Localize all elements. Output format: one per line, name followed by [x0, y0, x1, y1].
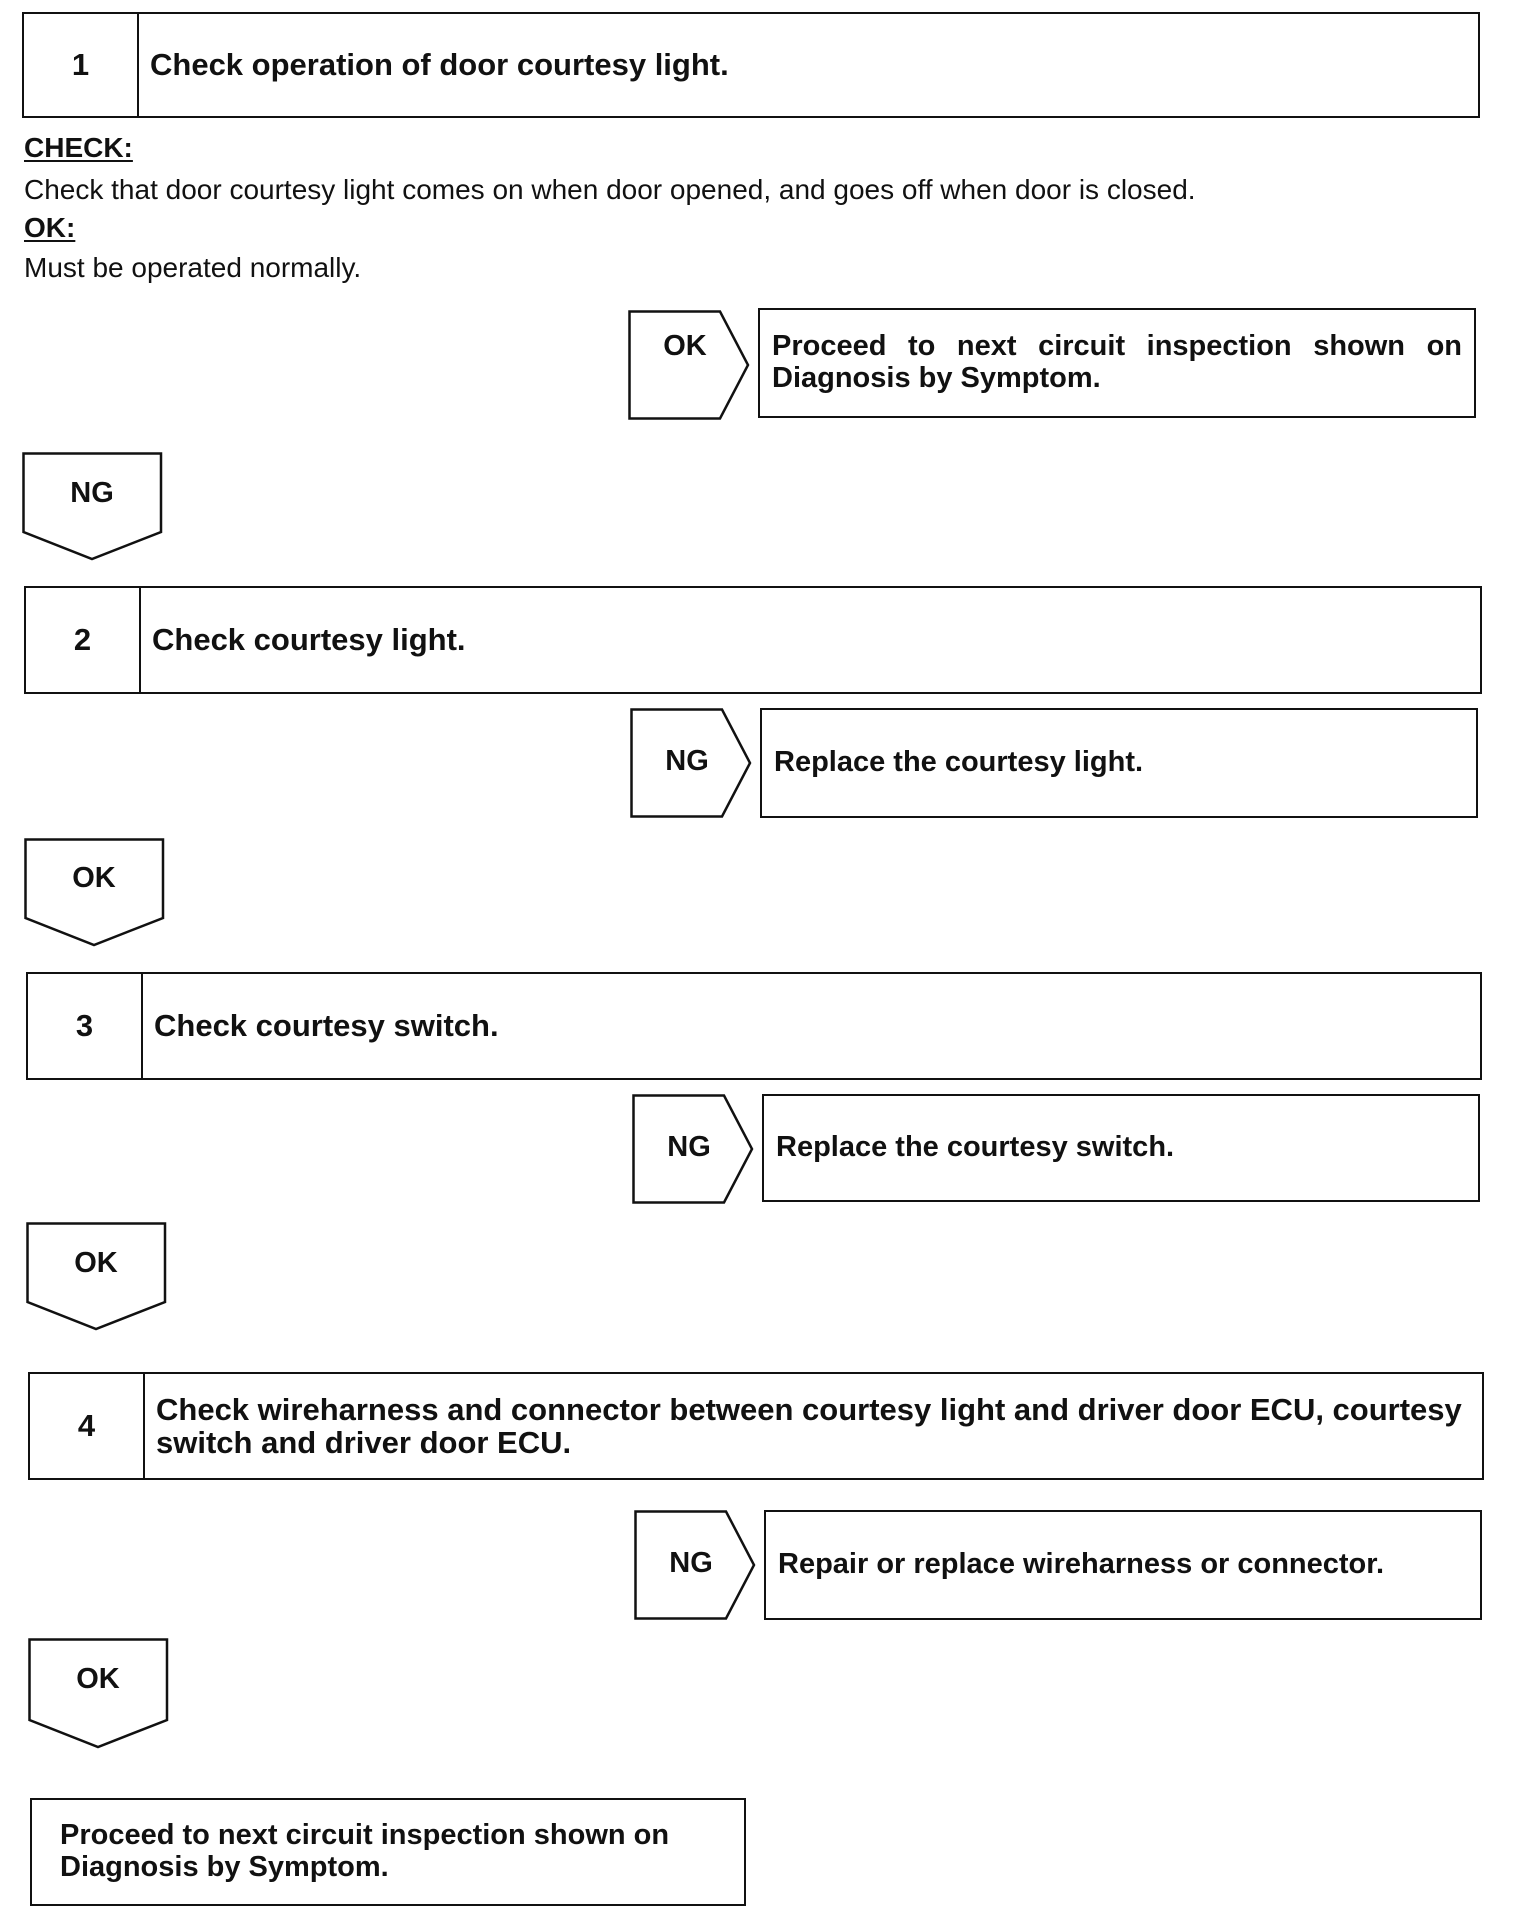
branch-1-label: OK [663, 330, 707, 362]
down-arrow-3-label: OK [74, 1247, 118, 1279]
step-1-box [22, 12, 1480, 118]
step-1-title: Check operation of door courtesy light. [150, 47, 729, 83]
branch-1-result: Proceed to next circuit inspection shown on Diagnosis by Symptom. [758, 308, 1476, 418]
step-3-title: Check courtesy switch. [154, 1008, 499, 1044]
down-arrow-1-label: NG [70, 477, 114, 509]
step-2-title: Check courtesy light. [152, 622, 466, 658]
step-3-box [26, 972, 1482, 1080]
step-1-number: 1 [24, 14, 139, 116]
branch-2-label: NG [665, 745, 709, 777]
step-4-title: Check wireharness and connector between courtesy light and driver door ECU, courtesy switch and driver door ECU. [156, 1391, 1462, 1460]
down-arrow-4-label: OK [76, 1663, 120, 1695]
final-result-box: Proceed to next circuit inspection shown on Diagnosis by Symptom. [30, 1798, 746, 1906]
step-2-number: 2 [26, 588, 141, 692]
step-3-number: 3 [28, 974, 143, 1078]
down-arrow-2-label: OK [72, 862, 116, 894]
step-4-box [28, 1372, 1484, 1480]
branch-3-label: NG [667, 1131, 711, 1163]
branch-4-label: NG [669, 1547, 713, 1579]
branch-1-arrow [628, 310, 752, 420]
step-2-box [24, 586, 1482, 694]
check-heading: CHECK: [24, 132, 133, 163]
step-4-number: 4 [30, 1374, 145, 1478]
check-text: Check that door courtesy light comes on when door opened, and goes off when door is closed. [24, 174, 1196, 205]
branch-3-result: Replace the courtesy switch. [762, 1094, 1480, 1202]
branch-4-result: Repair or replace wireharness or connector. [764, 1510, 1482, 1620]
ok-text: Must be operated normally. [24, 252, 362, 283]
ok-heading: OK: [24, 212, 76, 243]
branch-2-result: Replace the courtesy light. [760, 708, 1478, 818]
